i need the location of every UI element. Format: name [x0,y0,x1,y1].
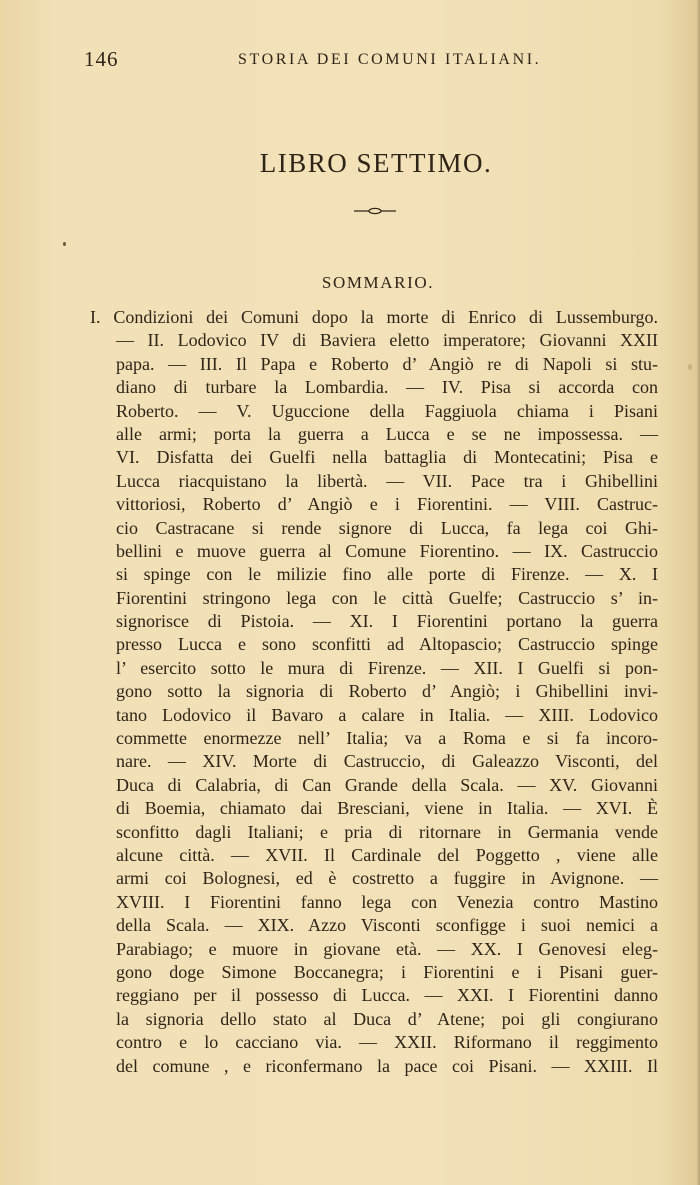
summary-line: signorisce di Pistoia. — XI. I Fiorentini portano la guerra [116,611,658,632]
summary-line: gono doge Simone Boccanegra; i Fiorentini e i Pisani guer- [116,961,658,982]
section-title: SOMMARIO. [321,273,435,292]
summary-line: commette enormezze nell’ Italia; va a Roma e si fa incoro- [116,728,658,749]
summary-line: contro e lo cacciano via. — XXII. Riformano il reggimento [116,1032,658,1053]
summary-line: — II. Lodovico IV di Baviera eletto imperatore; Giovanni XXII [116,330,658,351]
summary-line: del comune , e riconfermano la pace coi Pisani. — XXIII. Il [116,1055,658,1076]
summary-line: cio Castracane si rende signore di Lucca, fa lega coi Ghi- [116,517,658,538]
running-head: STORIA DEI COMUNI ITALIANI. [238,51,542,68]
summary-line: reggiano per il possesso di Lucca. — XXI. I Fiorentini danno [116,985,658,1006]
summary-line: I. Condizioni dei Comuni dopo la morte di Enrico di Lussemburgo. [90,307,658,327]
summary-line: si spinge con le milizie fino alle porte di Firenze. — X. I [116,564,658,585]
summary-text [90,306,658,1078]
summary-line: della Scala. — XIX. Azzo Visconti sconfigge i suoi nemici a [116,915,658,936]
summary-line: di Boemia, chiamato dai Bresciani, viene in Italia. — XVI. È [116,798,658,819]
summary-line: Parabiago; e muore in giovane età. — XX. I Genovesi eleg- [116,938,658,959]
ink-speck [63,242,66,246]
summary-line: Lucca riacquistano la libertà. — VII. Pace tra i Ghibellini [116,470,658,491]
ornament-divider [353,206,397,216]
summary-line: bellini e muove guerra al Comune Fiorentino. — IX. Castruccio [116,540,658,561]
summary-line: papa. — III. Il Papa e Roberto d’ Angiò re di Napoli si stu- [116,353,658,374]
summary-line: gono sotto la signoria di Roberto d’ Angiò; i Ghibellini invi- [116,681,658,702]
summary-line: sconfitto dagli Italiani; e pria di ritornare in Germania vende [116,821,658,842]
summary-line: alle armi; porta la guerra a Lucca e se ne impossessa. — [116,423,658,444]
summary-line: diano di turbare la Lombardia. — IV. Pisa si accorda con [116,377,658,398]
book-title: LIBRO SETTIMO. [259,148,493,178]
summary-line: presso Lucca e sono sconfitti ad Altopascio; Castruccio spinge [116,634,658,655]
summary-line: vittoriosi, Roberto d’ Angiò e i Fiorentini. — VIII. Castruc- [116,494,658,515]
summary-line: Fiorentini stringono lega con le città Guelfe; Castruccio s’ in- [116,587,658,608]
summary-line: armi coi Bolognesi, ed è costretto a fuggire in Avignone. — [116,868,658,889]
summary-line: XVIII. I Fiorentini fanno lega con Venezia contro Mastino [116,891,658,912]
summary-line: VI. Disfatta dei Guelfi nella battaglia di Montecatini; Pisa e [116,447,658,468]
page-number: 146 [84,47,119,71]
summary-line: Roberto. — V. Uguccione della Faggiuola chiama i Pisani [116,400,658,421]
summary-line: nare. — XIV. Morte di Castruccio, di Galeazzo Visconti, del [116,751,658,772]
ink-speck [688,364,692,370]
summary-line: la signoria dello stato al Duca d’ Atene; poi gli congiurano [116,1008,658,1029]
summary-line: Duca di Calabria, di Can Grande della Scala. — XV. Giovanni [116,774,658,795]
page-header [0,47,700,77]
summary-line: alcune città. — XVII. Il Cardinale del Poggetto , viene alle [116,844,658,865]
summary-line: l’ esercito sotto le mura di Firenze. — XII. I Guelfi si pon- [116,657,658,678]
summary-line: tano Lodovico il Bavaro a calare in Italia. — XIII. Lodovico [116,704,658,725]
